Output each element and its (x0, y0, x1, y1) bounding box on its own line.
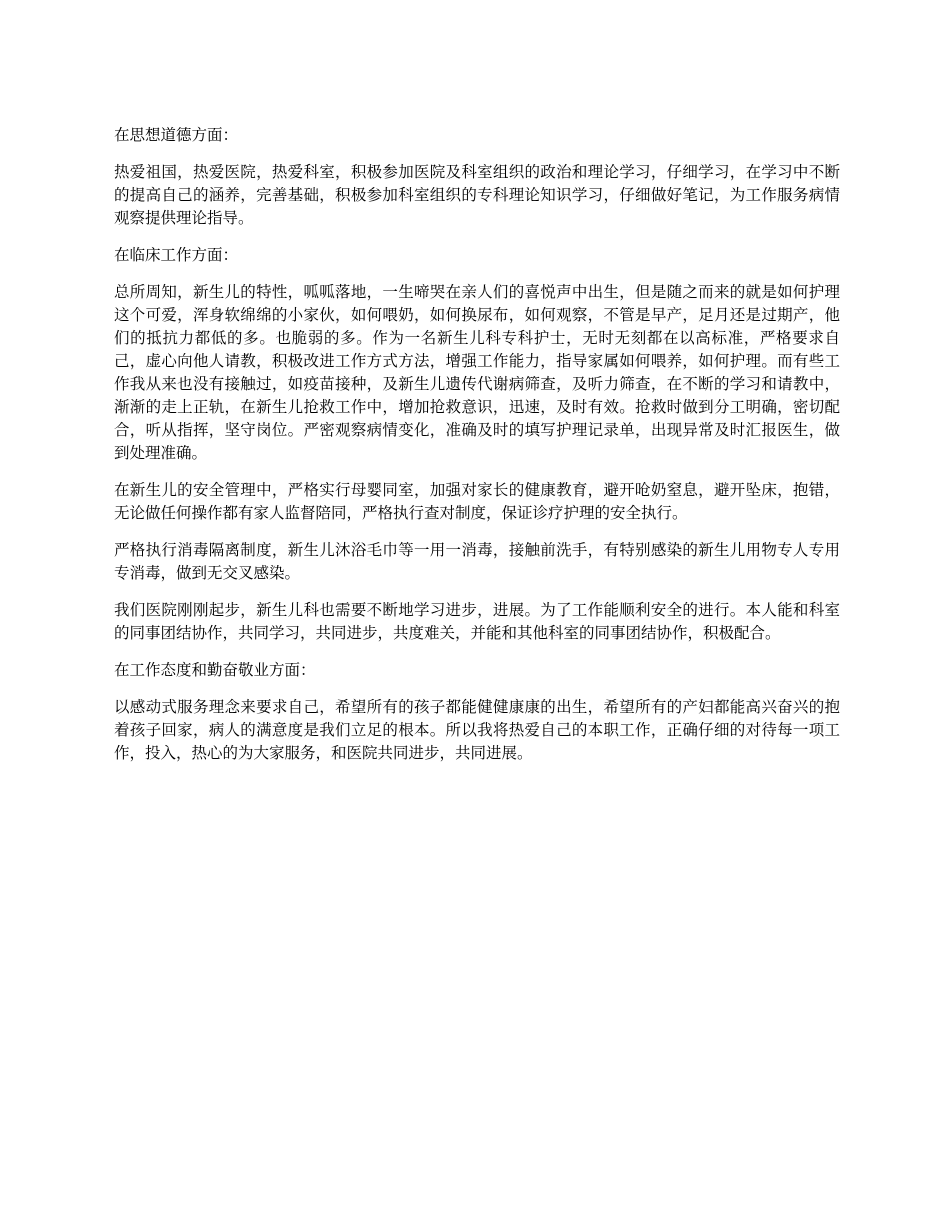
paragraph-teamwork: 我们医院刚刚起步，新生儿科也需要不断地学习进步，进展。为了工作能顺利安全的进行。本人能和科室的同事团结协作，共同学习，共同进步，共度难关，并能和其他科室的同事团结协作，积极配合。 (114, 601, 840, 642)
paragraph-disinfection: 严格执行消毒隔离制度，新生儿沐浴毛巾等一用一消毒，接触前洗手，有特别感染的新生儿用物专人专用专消毒，做到无交叉感染。 (114, 541, 840, 582)
section-heading-attitude: 在工作态度和勤奋敬业方面： (114, 661, 316, 679)
paragraph-moral: 热爱祖国，热爱医院，热爱科室，积极参加医院及科室组织的政治和理论学习，仔细学习，在学习中不断的提高自己的涵养，完善基础，积极参加科室组织的专科理论知识学习，仔细做好笔记，为工作服务病情观察提供理论指导。 (114, 163, 840, 227)
document-page (114, 124, 840, 779)
paragraph-clinical: 总所周知，新生儿的特性，呱呱落地，一生啼哭在亲人们的喜悦声中出生，但是随之而来的就是如何护理这个可爱，浑身软绵绵的小家伙，如何喂奶，如何换尿布，如何观察，不管是早产，足月还是过期产，他们的抵抗力都低的多。也脆弱的多。作为一名新生儿科专科护士，无时无刻都在以高标准，严格要求自己，虚心向他人请教，积极改进工作方式方法，增强工作能力，指导家属如何喂养，如何护理。而有些工作我从来也没有接触过，如疫苗接种，及新生儿遗传代谢病筛查，及听力筛查，在不断的学习和请教中，渐渐的走上正轨，在新生儿抢救工作中，增加抢救意识，迅速，及时有效。抢救时做到分工明确，密切配合，听从指挥，坚守岗位。严密观察病情变化，准确及时的填写护理记录单，出现异常及时汇报医生，做到处理准确。 (114, 283, 840, 462)
section-heading-moral: 在思想道德方面： (114, 126, 239, 144)
paragraph-attitude: 以感动式服务理念来要求自己，希望所有的孩子都能健健康康的出生，希望所有的产妇都能高兴奋兴的抱着孩子回家，病人的满意度是我们立足的根本。所以我将热爱自己的本职工作，正确仔细的对待每一项工作，投入，热心的为大家服务，和医院共同进步，共同进展。 (114, 698, 840, 762)
paragraph-safety: 在新生儿的安全管理中，严格实行母婴同室，加强对家长的健康教育，避开呛奶窒息，避开坠床，抱错，无论做任何操作都有家人监督陪同，严格执行查对制度，保证诊疗护理的安全执行。 (114, 481, 840, 522)
section-heading-clinical: 在临床工作方面： (114, 246, 239, 264)
